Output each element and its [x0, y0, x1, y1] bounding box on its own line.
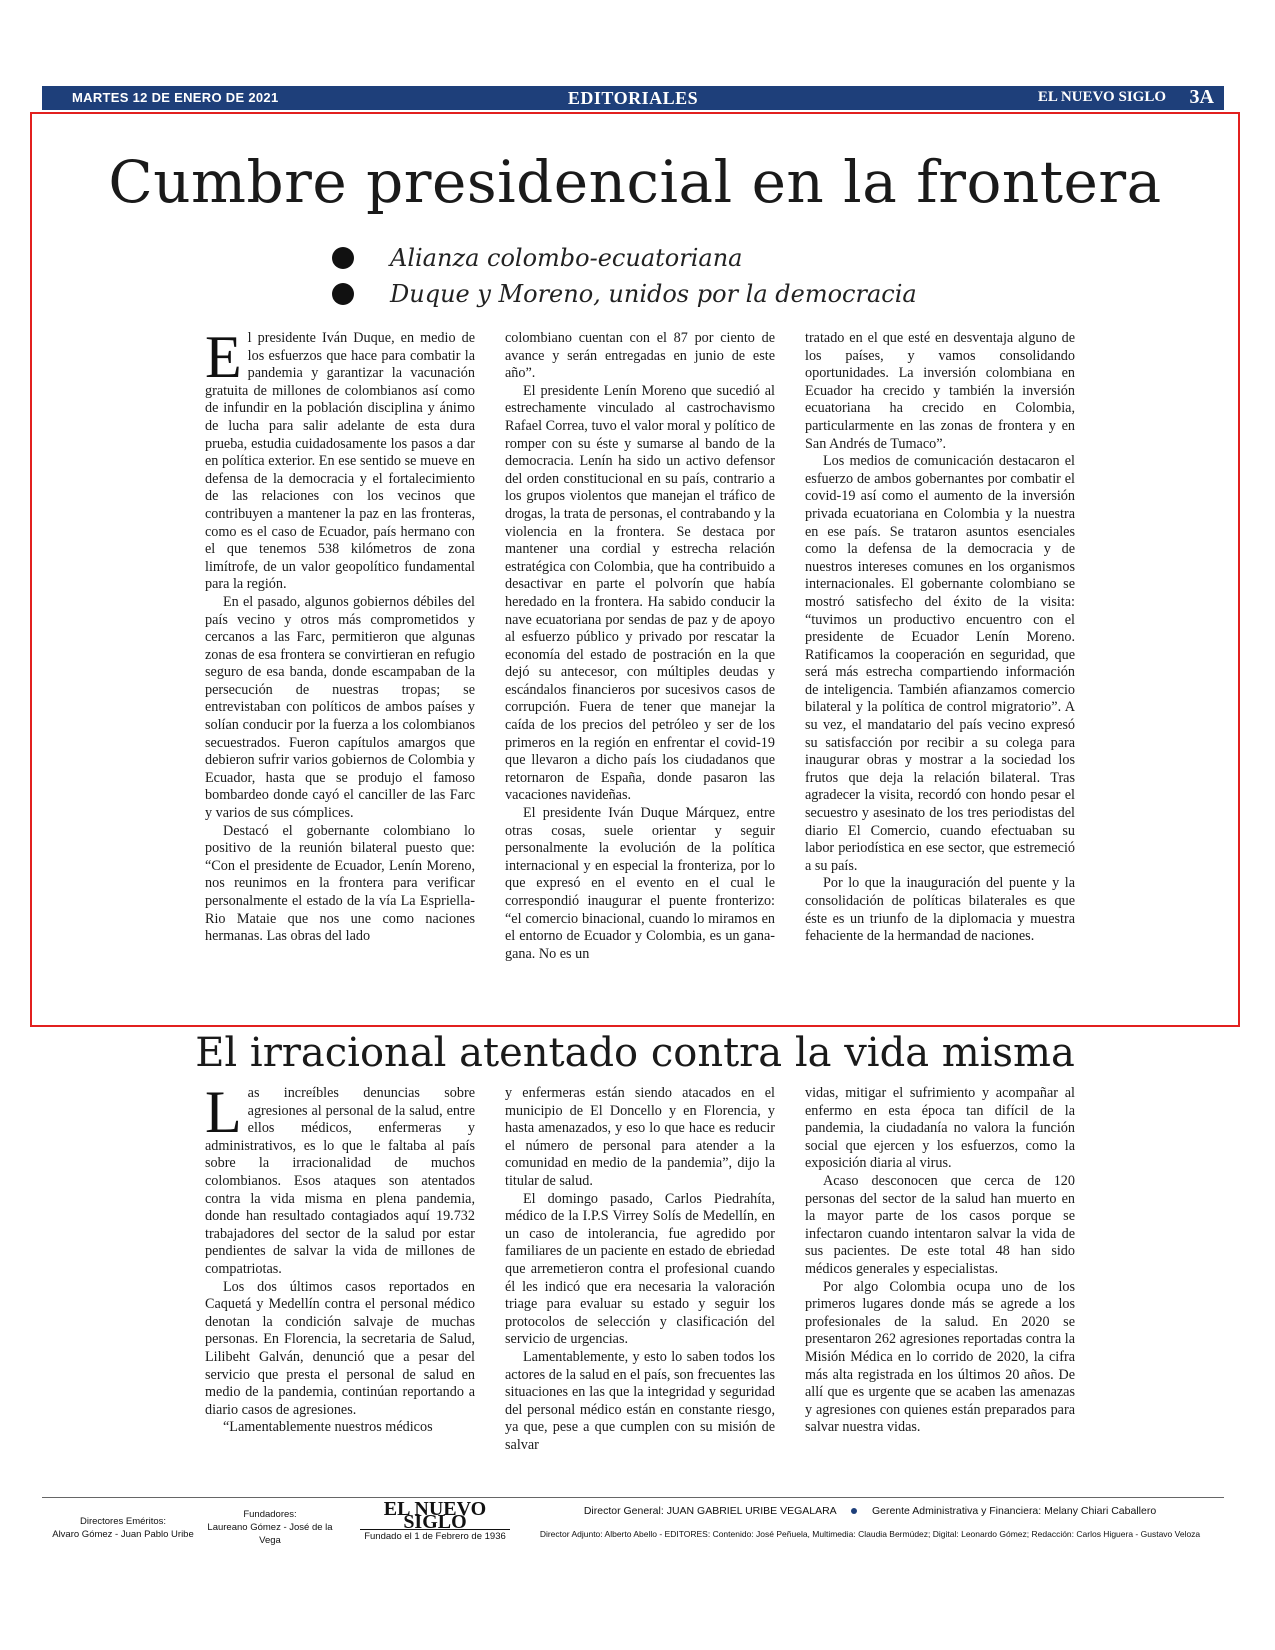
paragraph: “Lamentablemente nuestros médicos [223, 1419, 433, 1436]
paragraph: El presidente Iván Duque Márquez, entre otras cosas, suele orientar y seguir personalmente la evolución de la política internacional y en especial la fronteriza, por lo que expresó en el evento en el cual le correspondió inaugurar el puente fronterizo: “el comercio binacional, cuando lo miramos en el entorno de Ecuador y Colombia, es un gana-gana. No es un [505, 805, 775, 962]
paragraph: Acaso desconocen que cerca de 120 personas del sector de la salud han muerto en la mayor parte de los casos porque se infectaron cuando intentaron salvar la vida de sus pacientes. De este total 48 han sido médicos generales y especialistas. [805, 1172, 1075, 1277]
footer-logo [360, 1498, 510, 1543]
issue-date: MARTES 12 DE ENERO DE 2021 [72, 90, 279, 105]
article2-headline: El irracional atentado contra la vida misma [195, 1030, 1075, 1076]
paragraph: y enfermeras están siendo atacados en el municipio de El Doncello y en Florencia, y hasta amenazados, y eso lo que hace es reducir el número de personal para atender a la comunidad en medio de la pandemia”, dijo la titular de salud. [505, 1085, 775, 1189]
article1-column-2 [505, 330, 775, 1015]
paragraph: Por lo que la inauguración del puente y la consolidación de políticas bilaterales es que éste es un triunfo de la diplomacia y muestra fehaciente de la hermandad de naciones. [805, 875, 1075, 945]
founders-names: Laureano Gómez - José de la Vega [207, 1522, 333, 1546]
directors-emeritus [48, 1515, 198, 1541]
article2-column-1 [205, 1085, 475, 1465]
manager: Gerente Administrativa y Financiera: Melany Chiari Caballero [871, 1505, 1157, 1517]
paragraph: vidas, mitigar el sufrimiento y acompañar al enfermo en esta época tan difícil de la pandemia, la ciudadanía no valora la función social que ejercen y los esfuerzos, como la exposición diaria al virus. [805, 1085, 1075, 1172]
paragraph: tratado en el que esté en desventaja alguno de los países, y vamos consolidando oportunidades. La inversión colombiana en Ecuador ha crecido y también la inversión ecuatoriana ha crecido en Colombia, particularmente en las zonas de frontera y en San Andrés de Tumaco”. [805, 330, 1075, 452]
subhead-text: Alianza colombo-ecuatoriana [390, 244, 743, 272]
section-title: EDITORIALES [567, 88, 699, 108]
dropcap: E [205, 330, 242, 390]
page-header-bar [42, 86, 1224, 110]
article1-subheads [332, 240, 917, 312]
article1-body [205, 330, 1075, 1015]
founders-title: Fundadores: [243, 1509, 297, 1520]
staff-credits [520, 1505, 1220, 1541]
bullet-icon [332, 247, 354, 269]
directors-title: Directores Eméritos: [79, 1516, 167, 1527]
separator-dot-icon [851, 1508, 857, 1514]
paragraph: Los dos últimos casos reportados en Caquetá y Medellín contra el personal médico denotan la condición salvaje de muchas personas. En Florencia, la secretaria de Salud, Lilibeht Galván, denunció que a pesar del servicio que presta el personal de salud en medio de la pandemia, continúan reportando a diario casos de agresiones. [205, 1278, 475, 1418]
paragraph: Destacó el gobernante colombiano lo positivo de la reunión bilateral puesto que: “Con el presidente de Ecuador, Lenín Moreno, nos reunimos en la frontera para verificar personalmente el estado de la vía La Espriella-Rio Mataie que nos une como naciones hermanas. Las obras del lado [205, 822, 475, 945]
article1-column-1 [205, 330, 475, 1015]
paragraph: Por algo Colombia ocupa uno de los primeros lugares donde más se agrede a los profesionales de la salud. En 2020 se presentaron 262 agresiones reportadas contra la Misión Médica en lo corrido de 2020, la cifra más alta registrada en los últimos 20 años. De allí que es urgente que se acaben las amenazas y agresiones con quienes están preparados para salvar nuestra vidas. [805, 1278, 1075, 1436]
founders [200, 1508, 340, 1547]
subhead-item [332, 240, 917, 276]
article1-headline: Cumbre presidencial en la frontera [108, 148, 1162, 216]
article1-column-3 [805, 330, 1075, 1015]
bullet-icon [332, 283, 354, 305]
paragraph: El presidente Lenín Moreno que sucedió al estrechamente vinculado al castrochavismo Rafael Correa, tuvo el valor moral y político de romper con su éste y sumarse al bando de la democracia. Lenín ha sido un activo defensor del orden constitucional en su país, contrario a los grupos violentos que manejan el tráfico de drogas, la trata de personas, el contrabando y la violencia en la frontera. Se destaca por mantener una cordial y estrecha relación estratégica con Colombia, que ha contribuido a desactivar en parte el polvorín que había heredado en la frontera. Ha sabido conducir la nave ecuatoriana por sendas de paz y de apoyo al esfuerzo público y privado por rescatar la economía del estado de postración en la que dejó su antecesor, con múltiples deudas y escándalos financieros por sucesivos casos de corrupción. Fuera de tener que manejar la caída de los precios del petróleo y ser de los primeros en la región en enfrentar el covid-19 que llevaron a dicho país los ciudadanos que retornaron de España, donde pasaron las vacaciones navideñas. [505, 382, 775, 804]
paragraph: En el pasado, algunos gobiernos débiles del país vecino y otros más comprometidos y cercanos a las Farc, permitieron que algunas zonas de esa frontera se convirtieran en refugio seguro de esa banda, donde escampaban de la persecución de nuestras tropas; se entrevistaban con políticos de ambos países y solían conducir por la fuerza a los colombianos secuestrados. Fueron capítulos amargos que debieron sufrir varios gobiernos de Colombia y Ecuador, hasta que se produjo el famoso bombardeo donde cayó el canciller de las Farc y varios de sus cómplices. [205, 593, 475, 822]
paragraph: Los medios de comunicación destacaron el esfuerzo de ambos gobernantes por combatir el covid-19 así como el aumento de la inversión privada ecuatoriana en Colombia y la nuestra en ese país. Se trataron asuntos esenciales como la defensa de la democracia y de nuestros intereses comunes en los organismos internacionales. El gobernante colombiano se mostró satisfecho del éxito de la visita: “tuvimos un productivo encuentro con el presidente de Ecuador Lenín Moreno. Ratificamos la cooperación en seguridad, que será más estrecha compartiendo información de inteligencia. También afianzamos comercio bilateral y la política de control migratorio”. A su vez, el mandatario del país vecino expresó su satisfacción por recibir a su colega para inaugurar obras y mostrar a la sociedad los frutos que deja la relación bilateral. Tras agradecer la visita, recordó con hondo pesar el secuestro y asesinato de los tres periodistas del diario El Comercio, cuando efectuaban su labor periodística en ese sector, que estremeció a su país. [805, 453, 1075, 874]
founded-date: Fundado el 1 de Febrero de 1936 [364, 1531, 506, 1542]
logo-text: EL NUEVO SIGLO [360, 1503, 510, 1530]
directors-names: Alvaro Gómez - Juan Pablo Uribe [52, 1529, 194, 1540]
subhead-item [332, 276, 917, 312]
footer-divider [42, 1497, 1224, 1498]
paragraph: El presidente Iván Duque, en medio de los esfuerzos que hace para combatir la pandemia y garantizar la vacunación gratuita de millones de colombianos así como de infundir en la población disciplina y ánimo de lucha para salir adelante de esta dura prueba, estudia cuidadosamente los pasos a dar en política exterior. En ese sentido se mueve en defensa de la democracia y el fortalecimiento de las relaciones con los vecinos que contribuyen a mantener la paz en las fronteras, como es el caso de Ecuador, país hermano con el que tenemos 538 kilómetros de zona limítrofe, de un valor geopolítico fundamental para la región. [205, 330, 475, 593]
article2-body [205, 1085, 1075, 1465]
article2-column-3 [805, 1085, 1075, 1465]
paragraph: El domingo pasado, Carlos Piedrahíta, médico de la I.P.S Virrey Solís de Medellín, en un caso de intolerancia, fue agredido por familiares de un paciente en estado de ebriedad que arremetieron contra el profesional cuando él les indicó que era necesaria la valoración triage para evaluar su estado y seguir los protocolos de selección y clasificación del servicio de urgencias. [505, 1190, 775, 1348]
article2-column-2 [505, 1085, 775, 1465]
staff-line-2: Director Adjunto: Alberto Abello - EDITORES: Contenido: José Peñuela, Multimedia: Claudia Bermúdez; Digital: Leonardo Gómez; Redacción: Carlos Higuera - Gustavo Veloza [539, 1529, 1201, 1539]
subhead-text: Duque y Moreno, unidos por la democracia [390, 280, 917, 308]
paragraph: Las increíbles denuncias sobre agresiones al personal de la salud, entre ellos médicos, enfermeras y administrativos, es lo que le faltaba al país sobre la irracionalidad de muchos colombianos. Esos ataques son atentados contra la vida misma en plena pandemia, donde han resultado contagiados aquí 19.732 trabajadores del sector de la salud por estar pendientes de salvar la vida de millones de compatriotas. [205, 1085, 475, 1277]
header-brand: EL NUEVO SIGLO [1037, 89, 1166, 105]
page-number: 3A [1189, 86, 1214, 108]
director-general: Director General: JUAN GABRIEL URIBE VEGALARA [583, 1505, 837, 1517]
paragraph: Lamentablemente, y esto lo saben todos los actores de la salud en el país, son frecuentes las situaciones en las que la integridad y seguridad del personal médico están en constante riesgo, ya que, pese a que cumplen con su misión de salvar [505, 1348, 775, 1453]
paragraph: colombiano cuentan con el 87 por ciento de avance y serán entregadas en junio de este año”. [505, 330, 775, 382]
dropcap: L [205, 1085, 242, 1145]
staff-line-1 [520, 1505, 1220, 1518]
